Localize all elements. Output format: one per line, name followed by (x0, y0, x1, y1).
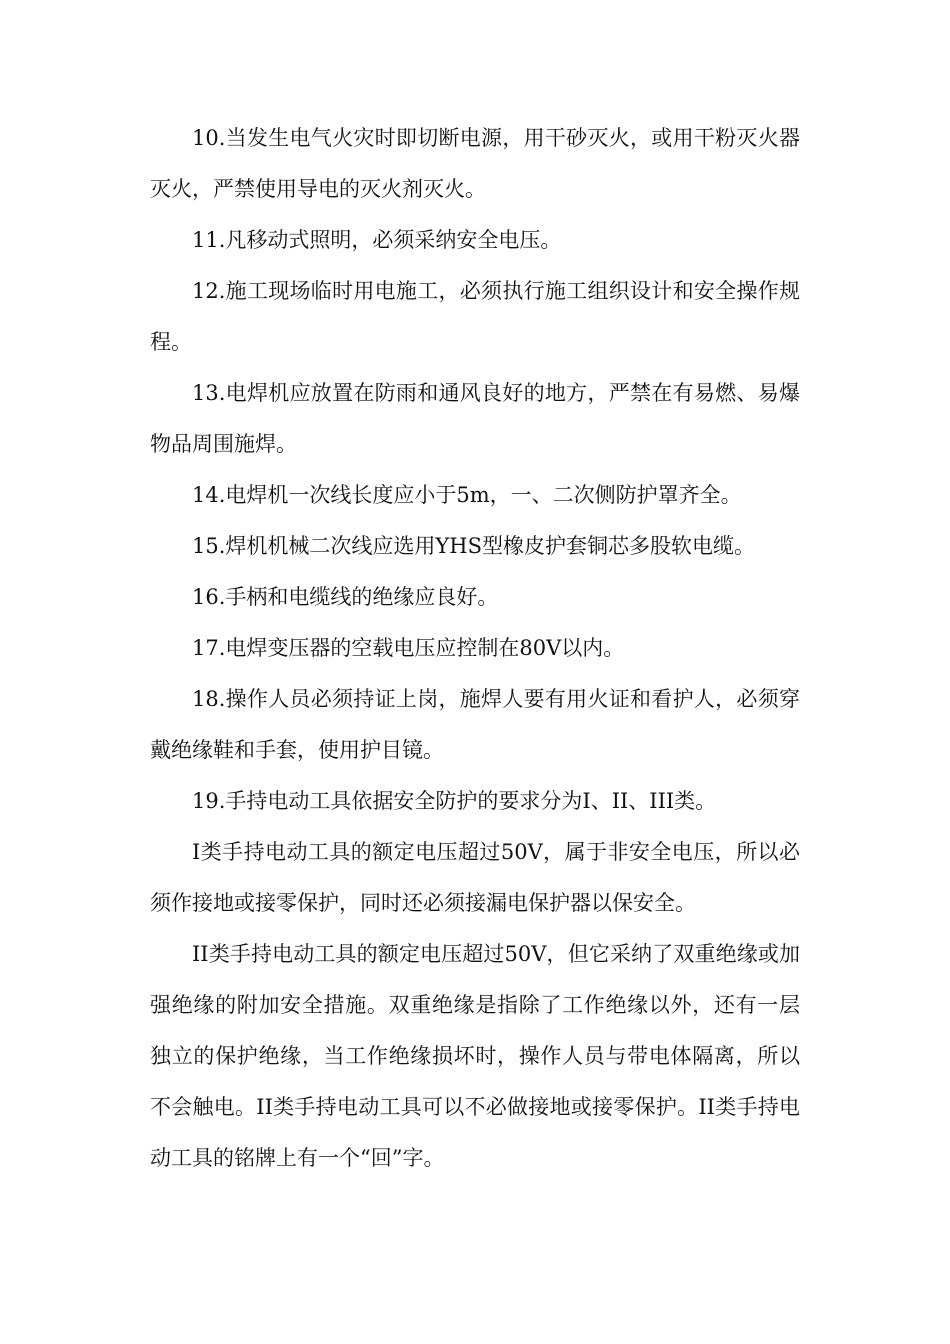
paragraph-item-14: 14.电焊机一次线长度应小于5m，一、二次侧防护罩齐全。 (192, 483, 742, 507)
paragraph-item-12: 12.施工现场临时用电施工，必须执行施工组织设计和安全操作规程。 (150, 279, 800, 354)
paragraph-item-16: 16.手柄和电缆线的绝缘应良好。 (192, 585, 499, 609)
paragraph-item-11: 11.凡移动式照明，必须采纳安全电压。 (192, 228, 562, 252)
paragraph-item-18: 18.操作人员必须持证上岗，施焊人要有用火证和看护人，必须穿戴绝缘鞋和手套，使用护目镜。 (150, 687, 800, 762)
paragraph-item-10: 10.当发生电气火灾时即切断电源，用干砂灭火，或用干粉灭火器灭火，严禁使用导电的灭火剂灭火。 (150, 126, 800, 201)
paragraph-item-13: 13.电焊机应放置在防雨和通风良好的地方，严禁在有易燃、易爆物品周围施焊。 (150, 381, 800, 456)
paragraph-class-i-tools: I类手持电动工具的额定电压超过50V，属于非安全电压，所以必须作接地或接零保护，同时还必须接漏电保护器以保安全。 (150, 840, 800, 915)
paragraph-class-ii-tools: II类手持电动工具的额定电压超过50V，但它采纳了双重绝缘或加强绝缘的附加安全措施。双重绝缘是指除了工作绝缘以外，还有一层独立的保护绝缘，当工作绝缘损坏时，操作人员与带电体隔离，所以不会触电。II类手持电动工具可以不必做接地或接零保护。II类手持电动工具的铭牌上有一个“回”字。 (150, 942, 800, 1170)
paragraph-item-17: 17.电焊变压器的空载电压应控制在80V以内。 (192, 636, 625, 660)
document-body (150, 113, 800, 1184)
paragraph-item-15: 15.焊机机械二次线应选用YHS型橡皮护套铜芯多股软电缆。 (192, 534, 755, 558)
paragraph-item-19: 19.手持电动工具依据安全防护的要求分为I、II、III类。 (192, 789, 717, 813)
